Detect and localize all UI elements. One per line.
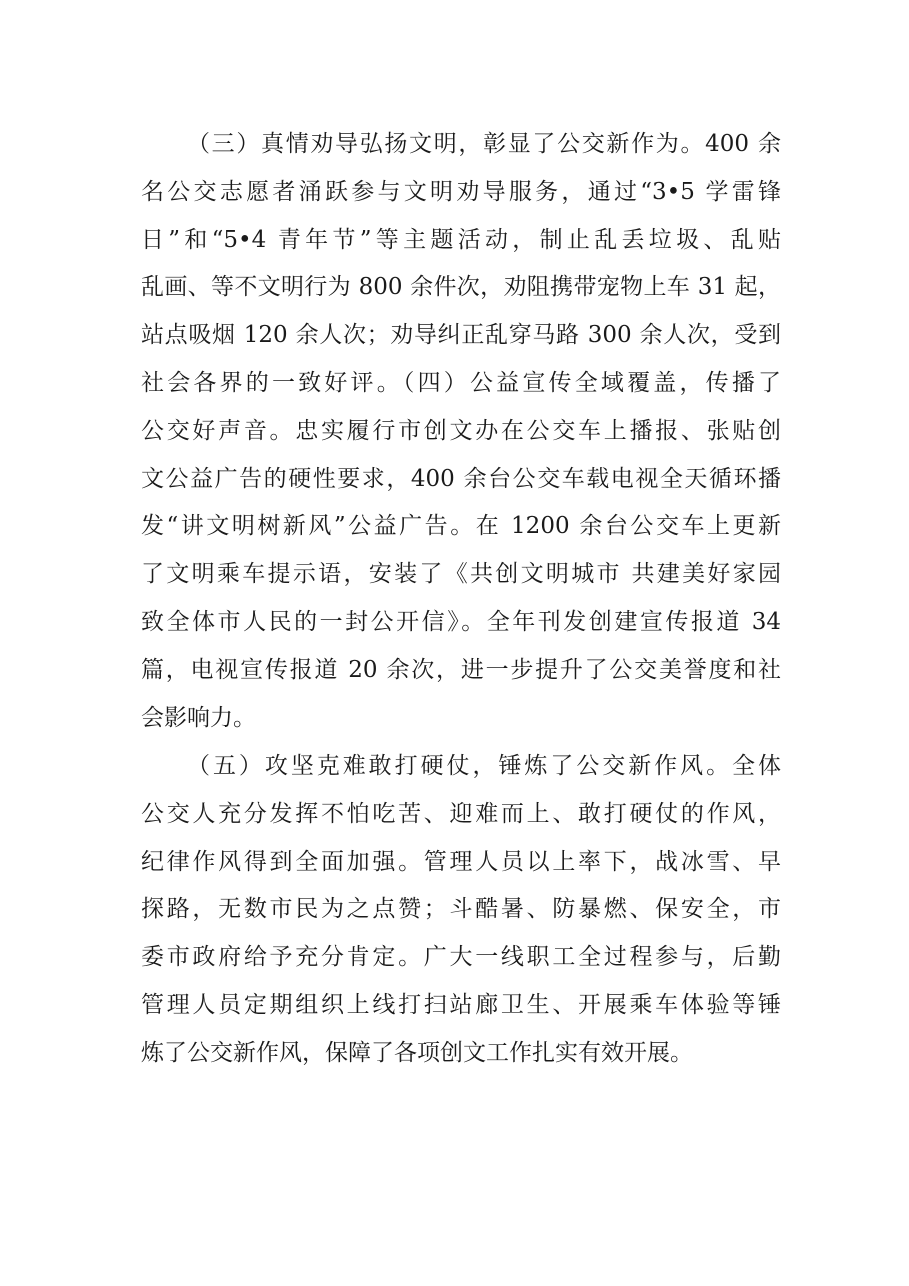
- paragraph-line: 会影响力。: [141, 704, 256, 731]
- paragraph-line: 日”和“5•4 青年节”等主题活动，制止乱丢垃圾、乱贴: [141, 226, 781, 253]
- paragraph-line: 公交人充分发挥不怕吃苦、迎难而上、敢打硬仗的作风，: [141, 800, 781, 827]
- paragraph-line: 纪律作风得到全面加强。管理人员以上率下，战冰雪、早: [141, 848, 781, 875]
- paragraph-line: 乱画、等不文明行为 800 余件次，劝阻携带宠物上车 31 起，: [141, 274, 781, 301]
- paragraph-line: 社会各界的一致好评。（四）公益宣传全域覆盖，传播了: [141, 369, 781, 396]
- paragraph-line: 致全体市人民的一封公开信》。全年刊发创建宣传报道 34: [141, 608, 781, 635]
- paragraph-line: 炼了公交新作风，保障了各项创文工作扎实有效开展。: [141, 1039, 693, 1066]
- paragraph-line: 篇，电视宣传报道 20 余次，进一步提升了公交美誉度和社: [141, 656, 781, 683]
- paragraph-line: 站点吸烟 120 余人次；劝导纠正乱穿马路 300 余人次，受到: [141, 322, 781, 349]
- paragraph-line: 发“讲文明树新风”公益广告。在 1200 余台公交车上更新: [141, 513, 781, 540]
- paragraph-line: 文公益广告的硬性要求，400 余台公交车载电视全天循环播: [141, 465, 781, 492]
- paragraph-line: （五）攻坚克难敢打硬仗，锤炼了公交新作风。全体: [187, 753, 781, 779]
- paragraph-line: 探路，无数市民为之点赞；斗酷暑、防暴燃、保安全，市: [141, 896, 781, 923]
- paragraph-line: （三）真情劝导弘扬文明，彰显了公交新作为。400 余: [187, 131, 781, 157]
- paragraph-line: 名公交志愿者涌跃参与文明劝导服务，通过“3•5 学雷锋: [141, 178, 781, 205]
- paragraph-5: [141, 743, 781, 1078]
- paragraph-line: 公交好声音。忠实履行市创文办在公交车上播报、张贴创: [141, 417, 781, 444]
- paragraph-3-4: [141, 121, 781, 742]
- paragraph-line: 管理人员定期组织上线打扫站廊卫生、开展乘车体验等锤: [141, 991, 781, 1018]
- paragraph-line: 委市政府给予充分肯定。广大一线职工全过程参与，后勤: [141, 944, 781, 971]
- paragraph-line: 了文明乘车提示语，安装了《共创文明城市 共建美好家园: [141, 561, 781, 588]
